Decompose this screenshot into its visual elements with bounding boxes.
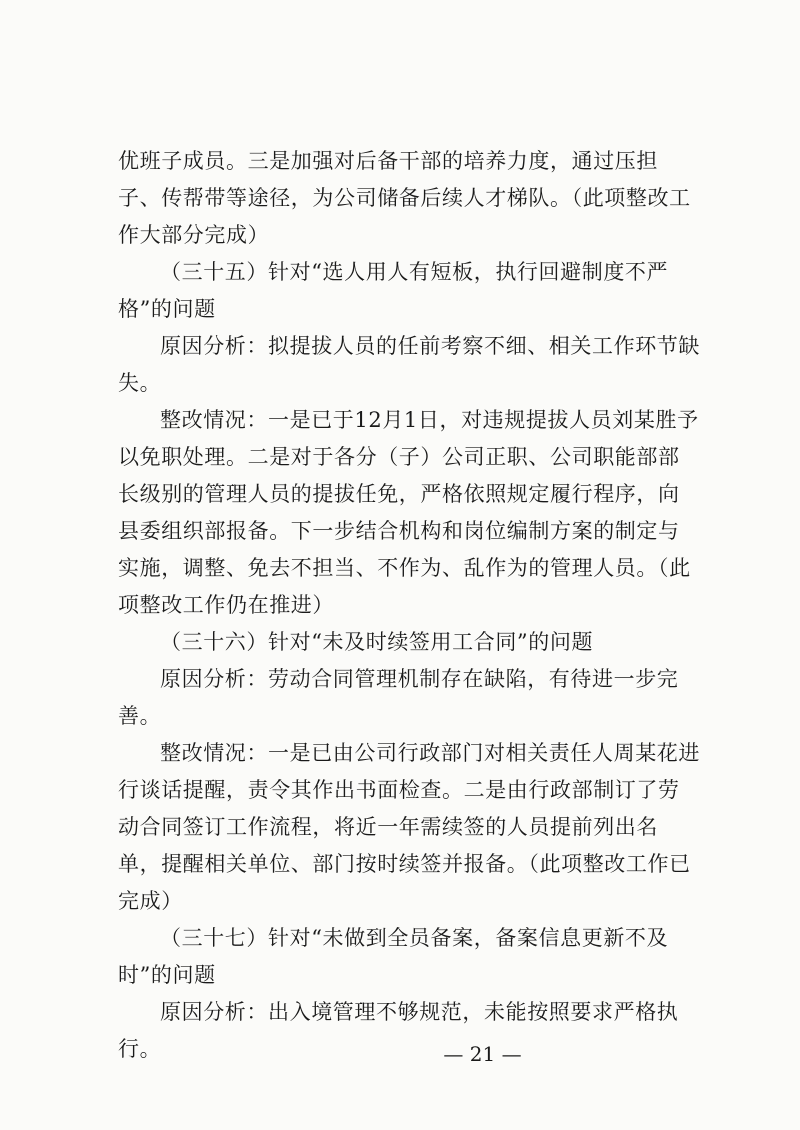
paragraph-rectification-36: 整改情况：一是已由公司行政部门对相关责任人周某花进行谈话提醒，责令其作出书面检查。二是由行政部制订了劳动合同签订工作流程，将近一年需续签的人员提前列出名单，提醒相关单位、部门按时续签并报备。（此项整改工作已完成） [118, 741, 700, 913]
paragraph-rectification-35: 整改情况：一是已于12月1日，对违规提拔人员刘某胜予以免职处理。二是对于各分（子）公司正职、公司职能部部长级别的管理人员的提拔任免，严格依照规定履行程序，向县委组织部报备。下一步结合机构和岗位编制方案的制定与实施，调整、免去不担当、不作为、乱作为的管理人员。（此项整改工作仍在推进） [118, 408, 699, 617]
paragraph-cause-analysis-36: 原因分析：劳动合同管理机制存在缺陷，有待进一步完善。 [118, 667, 679, 728]
page-number: — 21 — [443, 1042, 522, 1066]
document-body [118, 143, 700, 1068]
paragraph-1: 优班子成员。三是加强对后备干部的培养力度，通过压担子、传帮带等途径，为公司储备后续人才梯队。（此项整改工作大部分完成） [118, 149, 691, 247]
paragraph-heading-36: （三十六）针对“未及时续签用工合同”的问题 [160, 630, 594, 654]
paragraph-cause-analysis-35: 原因分析：拟提拔人员的任前考察不细、相关工作环节缺失。 [118, 334, 700, 395]
paragraph-heading-37: （三十七）针对“未做到全员备案，备案信息更新不及时”的问题 [118, 926, 669, 987]
paragraph-heading-35: （三十五）针对“选人用人有短板，执行回避制度不严格”的问题 [118, 260, 669, 321]
paragraph-cause-analysis-37: 原因分析：出入境管理不够规范，未能按照要求严格执行。 [118, 1000, 679, 1061]
